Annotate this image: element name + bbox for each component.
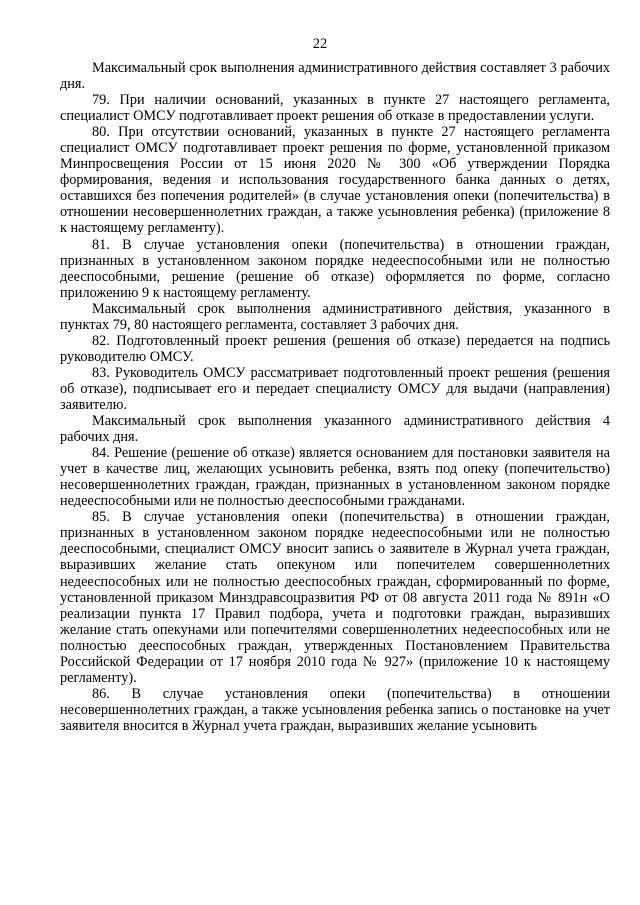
paragraph: Максимальный срок выполнения административного действия составляет 3 рабочих дня. <box>60 60 610 93</box>
paragraph: 85. В случае установления опеки (попечительства) в отношении граждан, признанных в установленном законом порядке недееспособными или не полностью дееспособными, специалист ОМСУ вносит запись о заявителе в Журнал учета граждан, выразивших желание стать опекуном или попечителем совершеннолетних недееспособных или не полностью дееспособных граждан, сформированный по форме, установленной приказом Минздравсоцразвития РФ от 08 августа 2011 года № 891н «О реализации пункта 17 Правил подбора, учета и подготовки граждан, выразивших желание стать опекунами или попечителями совершеннолетних недееспособных или не полностью дееспособных граждан, утвержденных Постановлением Правительства Российской Федерации от 17 ноября 2010 года № 927» (приложение 10 к настоящему регламенту). <box>60 509 610 686</box>
paragraph: 83. Руководитель ОМСУ рассматривает подготовленный проект решения (решения об отказе), подписывает его и передает специалисту ОМСУ для выдачи (направления) заявителю. <box>60 364 610 413</box>
page-number: 22 <box>312 36 328 52</box>
paragraph: 86. В случае установления опеки (попечительства) в отношении несовершеннолетних граждан, а также усыновления ребенка запись о постановке на учет заявителя вносится в Журнал учета граждан, выразивших желание усыновить <box>60 685 610 734</box>
paragraph: 84. Решение (решение об отказе) является основанием для постановки заявителя на учет в качестве лиц, желающих усыновить ребенка, взять под опеку (попечительство) несовершеннолетних граждан, граждан, признанных в установленном законом порядке недееспособными или не полностью дееспособными гражданами. <box>60 445 610 510</box>
document-body <box>60 60 610 734</box>
paragraph: 82. Подготовленный проект решения (решения об отказе) передается на подпись руководителю ОМСУ. <box>60 332 610 365</box>
paragraph: Максимальный срок выполнения административного действия, указанного в пунктах 79, 80 настоящего регламента, составляет 3 рабочих дня. <box>60 300 610 333</box>
paragraph: 79. При наличии оснований, указанных в пункте 27 настоящего регламента, специалист ОМСУ подготавливает проект решения об отказе в предоставлении услуги. <box>60 92 610 125</box>
paragraph: Максимальный срок выполнения указанного административного действия 4 рабочих дня. <box>60 413 610 446</box>
paragraph: 80. При отсутствии оснований, указанных в пункте 27 настоящего регламента специалист ОМСУ подготавливает проект решения по форме, установленной приказом Минпросвещения России от 15 июня 2020 № 300 «Об утверждении Порядка формирования, ведения и использования государственного банка данных о детях, оставшихся без попечения родителей» (в случае установления опеки (попечительства) в отношении несовершеннолетних граждан, а также усыновления ребенка) (приложение 8 к настоящему регламенту). <box>60 124 610 237</box>
paragraph: 81. В случае установления опеки (попечительства) в отношении граждан, признанных в установленном законом порядке недееспособными или не полностью дееспособными, решение (решение об отказе) оформляется по форме, согласно приложению 9 к настоящему регламенту. <box>60 236 610 301</box>
